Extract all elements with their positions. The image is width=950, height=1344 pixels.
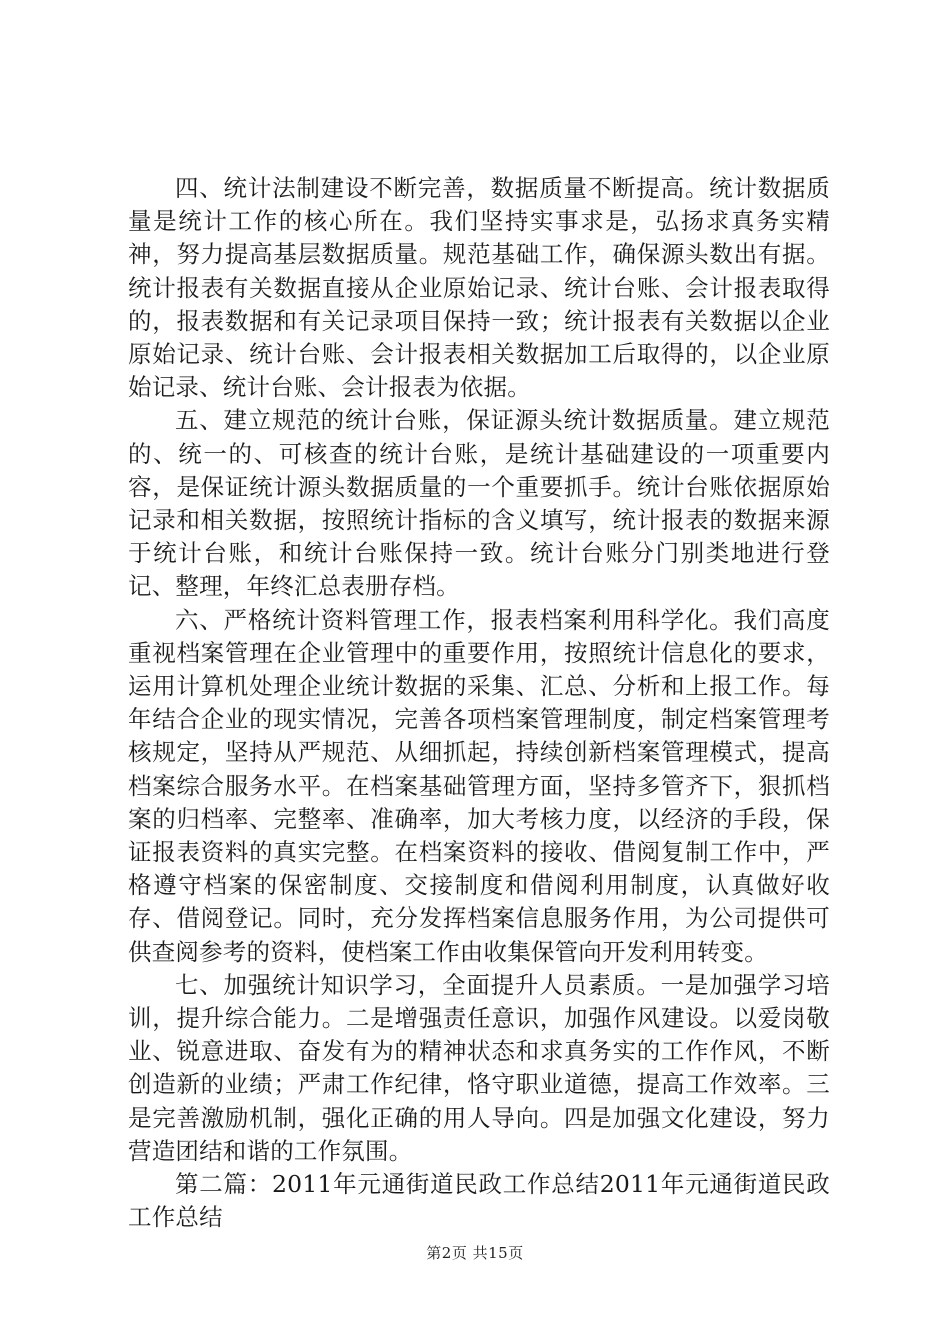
document-body — [128, 172, 830, 1235]
paragraph-part-two-heading: 第二篇：2011年元通街道民政工作总结2011年元通街道民政工作总结 — [128, 1170, 830, 1232]
paragraph-section-4: 四、统计法制建设不断完善，数据质量不断提高。统计数据质量是统计工作的核心所在。我们坚持实事求是，弘扬求真务实精神，努力提高基层数据质量。规范基础工作，确保源头数出有据。统计报表有关数据直接从企业原始记录、统计台账、会计报表取得的，报表数据和有关记录项目保持一致；统计报表有关数据以企业原始记录、统计台账、会计报表相关数据加工后取得的，以企业原始记录、统计台账、会计报表为依据。 — [128, 174, 830, 402]
page-number-footer: 第2页 共15页 — [426, 1244, 524, 1262]
paragraph-section-6: 六、严格统计资料管理工作，报表档案利用科学化。我们高度重视档案管理在企业管理中的重要作用，按照统计信息化的要求，运用计算机处理企业统计数据的采集、汇总、分析和上报工作。每年结合企业的现实情况，完善各项档案管理制度，制定档案管理考核规定，坚持从严规范、从细抓起，持续创新档案管理模式，提高档案综合服务水平。在档案基础管理方面，坚持多管齐下，狠抓档案的归档率、完整率、准确率，加大考核力度，以经济的手段，保证报表资料的真实完整。在档案资料的接收、借阅复制工作中，严格遵守档案的保密制度、交接制度和借阅利用制度，认真做好收存、借阅登记。同时，充分发挥档案信息服务作用，为公司提供可供查阅参考的资料，使档案工作由收集保管向开发利用转变。 — [128, 605, 830, 966]
paragraph-section-5: 五、建立规范的统计台账，保证源头统计数据质量。建立规范的、统一的、可核查的统计台账，是统计基础建设的一项重要内容，是保证统计源头数据质量的一个重要抓手。统计台账依据原始记录和相关数据，按照统计指标的含义填写，统计报表的数据来源于统计台账，和统计台账保持一致。统计台账分门别类地进行登记、整理，年终汇总表册存档。 — [128, 406, 830, 601]
paragraph-section-7: 七、加强统计知识学习，全面提升人员素质。一是加强学习培训，提升综合能力。二是增强责任意识，加强作风建设。以爱岗敬业、锐意进取、奋发有为的精神状态和求真务实的工作作风，不断创造新的业绩；严肃工作纪律，恪守职业道德，提高工作效率。三是完善激励机制，强化正确的用人导向。四是加强文化建设，努力营造团结和谐的工作氛围。 — [128, 970, 830, 1165]
